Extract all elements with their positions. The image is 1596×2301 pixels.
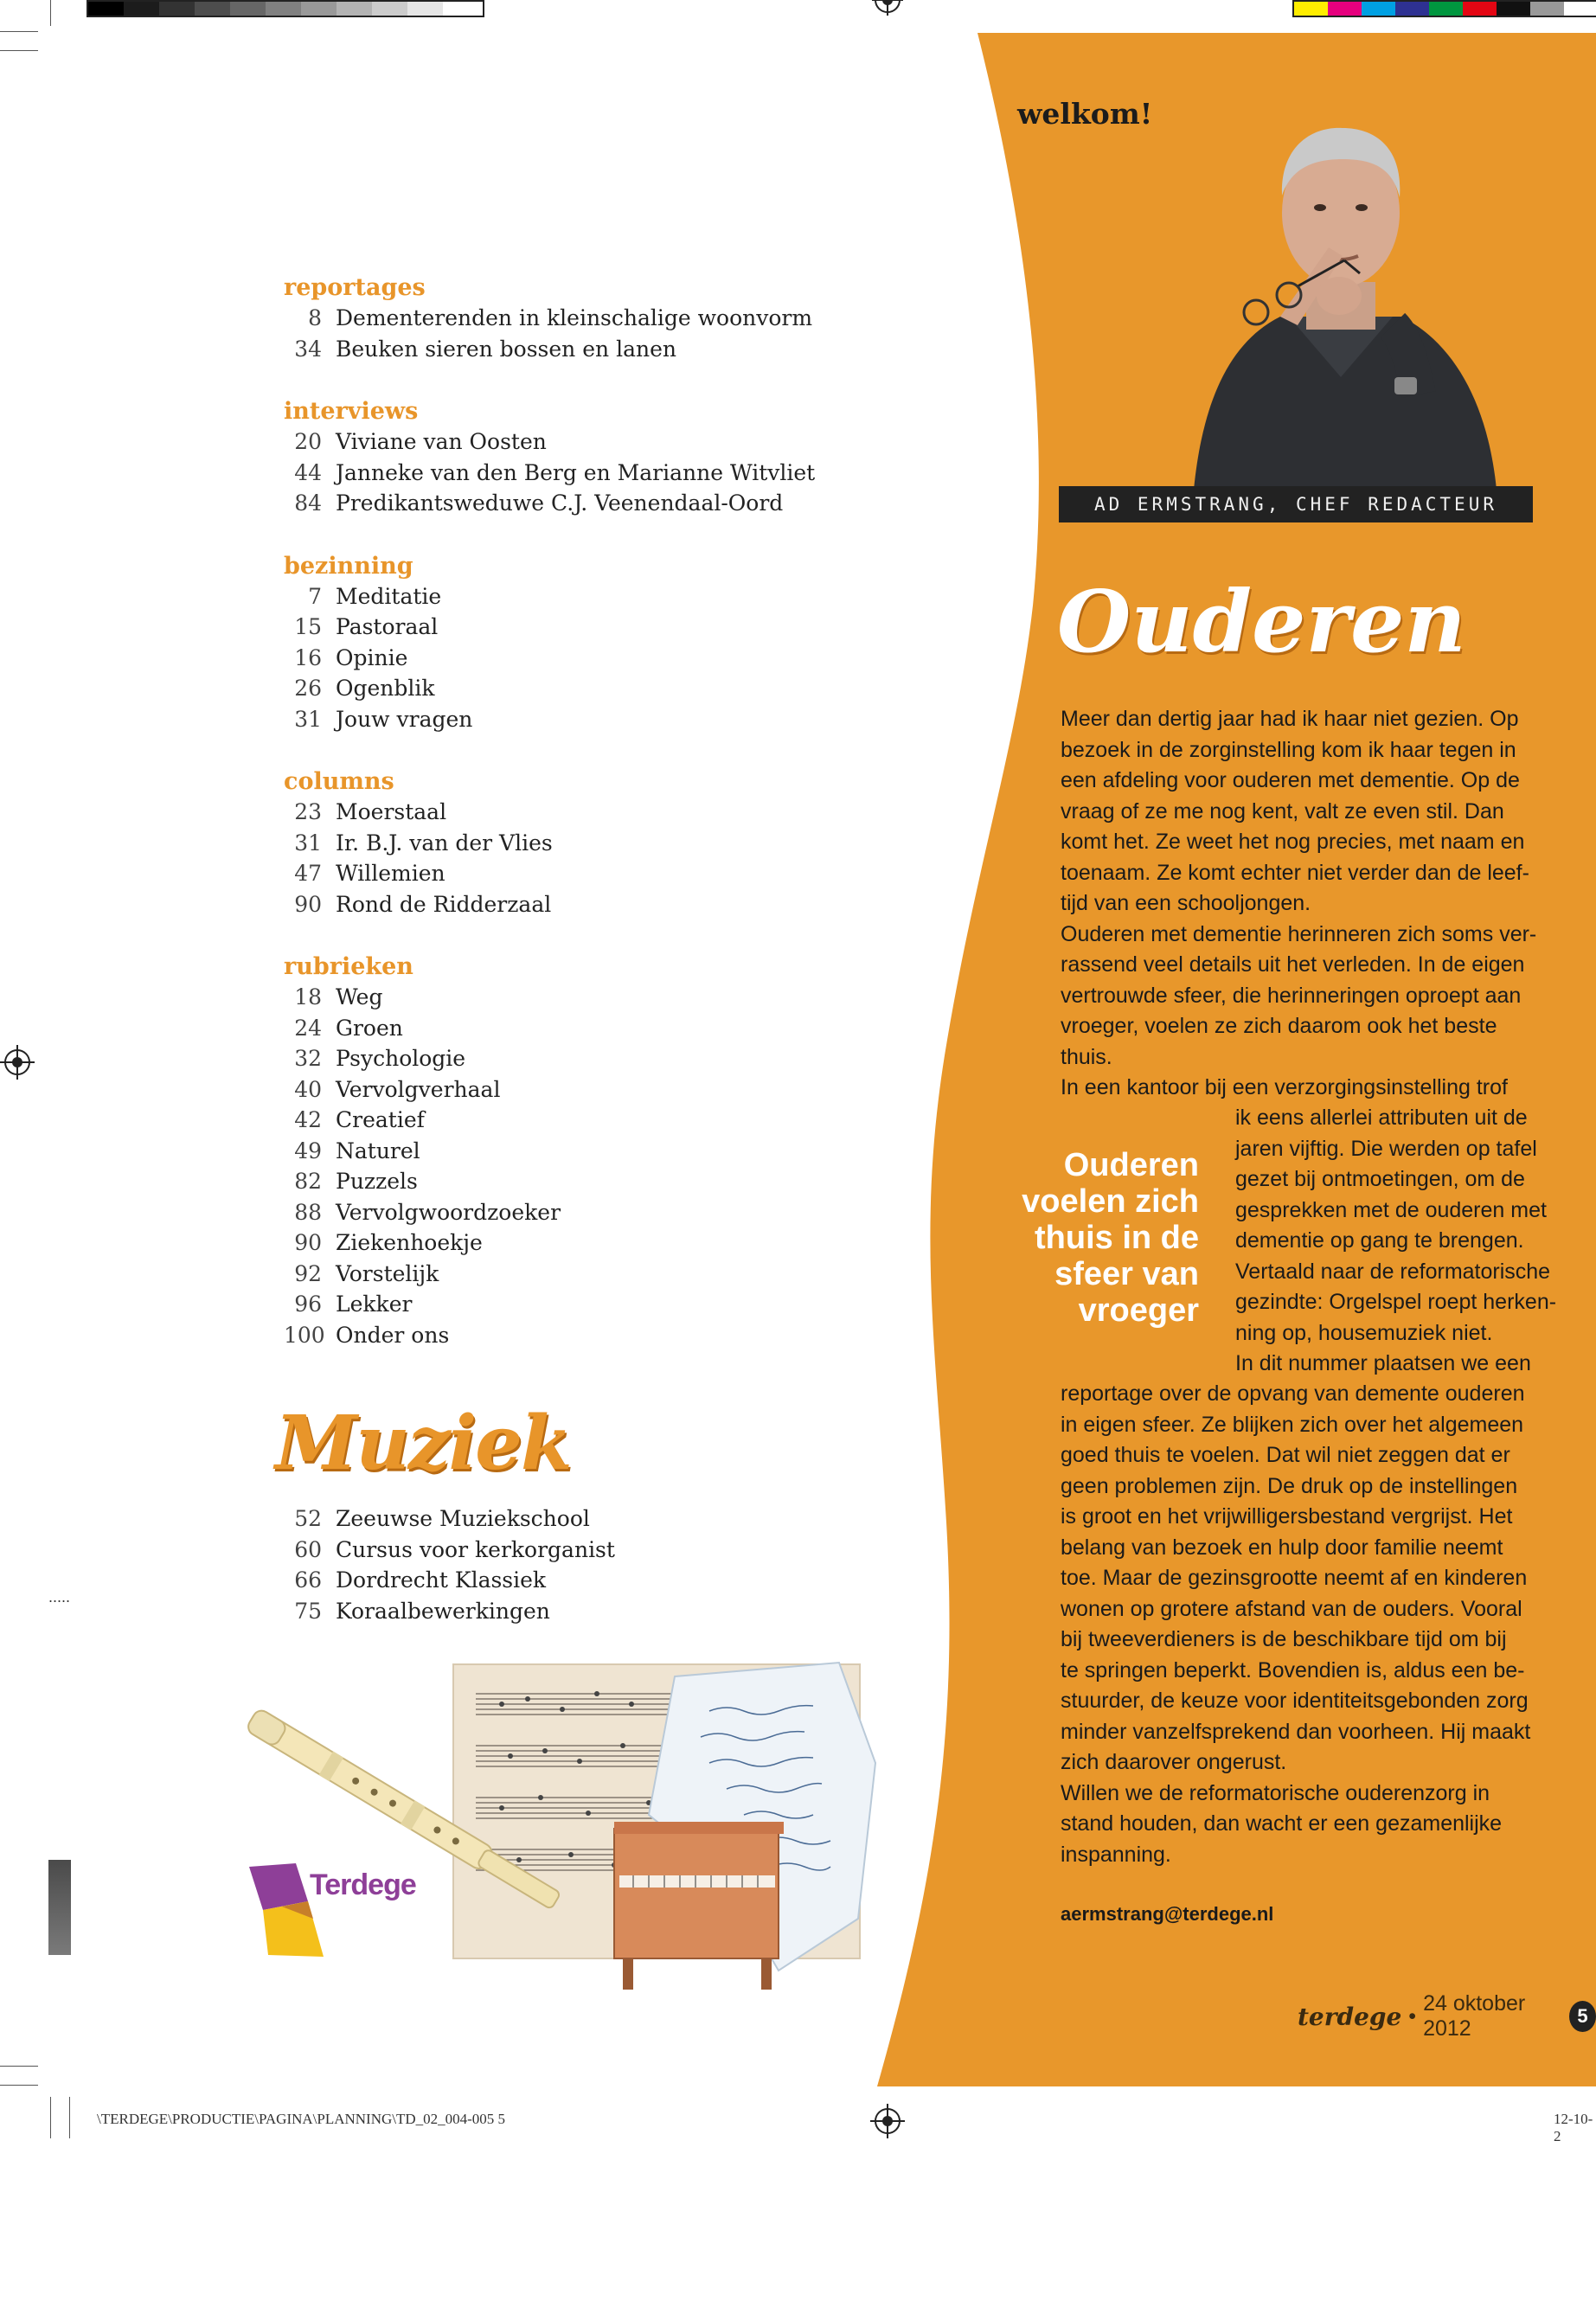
toc-title: Moerstaal	[336, 799, 447, 824]
toc-row[interactable]	[284, 828, 941, 859]
toc-page-number: 18	[294, 984, 322, 1009]
toc-section-rubrieken	[284, 952, 941, 1350]
toc-row[interactable]	[284, 1013, 941, 1044]
toc-title: Rond de Ridderzaal	[336, 891, 552, 917]
toc-page-number: 60	[294, 1536, 322, 1562]
footer-separator: •	[1408, 2003, 1417, 2029]
editorial-line: stand houden, dan wacht er een gezamenlijke	[1061, 1811, 1503, 1836]
toc-section-bezinning	[284, 552, 941, 735]
editorial-line: tijd van een schooljongen.	[1061, 891, 1311, 915]
editorial-line: inspanning.	[1061, 1842, 1171, 1867]
toc-heading: reportages	[284, 274, 426, 301]
toc-title: Vervolgverhaal	[336, 1076, 501, 1102]
toc-page-number: 31	[294, 706, 322, 732]
editor-photo	[1159, 118, 1522, 490]
toc-row[interactable]	[284, 581, 941, 612]
editorial-line: is groot en het vrijwilligersbestand vergrijst. Het	[1061, 1504, 1513, 1529]
toc-heading: bezinning	[284, 552, 413, 580]
editorial-title: Ouderen	[1057, 573, 1466, 672]
editorial-line: te springen beperkt. Bovendien is, aldus een be-	[1061, 1657, 1525, 1682]
editorial-line: Vertaald naar de reformatorische	[1235, 1259, 1551, 1284]
pull-quote-line: Ouderen	[1063, 1147, 1199, 1183]
pull-quote-line: vroeger	[1078, 1292, 1199, 1329]
editorial-line: Willen we de reformatorische ouderenzorg in	[1061, 1780, 1490, 1805]
toc-title: Koraalbewerkingen	[336, 1598, 550, 1624]
toc-section-interviews	[284, 397, 941, 519]
toc-page-number: 90	[294, 1230, 322, 1255]
toc-page-number: 66	[294, 1567, 322, 1593]
toc-title: Vervolgwoordzoeker	[336, 1199, 561, 1225]
editorial-line: In een kantoor bij een verzorgingsinstelling trof	[1061, 1075, 1508, 1099]
editorial-line: komt het. Ze weet het nog precies, met naam en	[1061, 830, 1525, 854]
toc-title: Meditatie	[336, 583, 442, 609]
toc-title: Ogenblik	[336, 676, 435, 701]
muziek-title: Muziek	[275, 1400, 571, 1487]
toc-row[interactable]	[284, 1074, 941, 1106]
pull-quote-line: sfeer van	[1054, 1256, 1199, 1292]
toc-row[interactable]	[284, 1289, 941, 1320]
toc-row[interactable]	[284, 303, 941, 334]
page-footer	[1298, 1991, 1596, 2041]
toc-row[interactable]	[284, 458, 941, 489]
toc-title: Zeeuwse Muziekschool	[336, 1506, 590, 1531]
editorial-line: toenaam. Ze komt echter niet verder dan de leef-	[1061, 860, 1529, 885]
toc-page-number: 47	[294, 861, 322, 886]
editorial-line: rassend veel details uit het verleden. In de eigen	[1061, 952, 1525, 977]
editorial-line: zich daarover ongerust.	[1061, 1750, 1287, 1774]
toc-row[interactable]	[284, 1535, 615, 1566]
editorial-line: In dit nummer plaatsen we een	[1235, 1351, 1531, 1375]
pull-quote-line: thuis in de	[1035, 1220, 1199, 1256]
toc-page-number: 88	[294, 1199, 322, 1225]
toc-row[interactable]	[284, 1596, 615, 1627]
editorial-line: vraag of ze me nog kent, valt ze even stil. Dan	[1061, 798, 1504, 824]
toc-title: Jouw vragen	[336, 706, 473, 732]
editorial-body-bottom	[1061, 1379, 1530, 1870]
toc-heading: columns	[284, 768, 394, 795]
toc-title: Ir. B.J. van der Vlies	[336, 830, 553, 856]
editorial-line: jaren vijftig. Die werden op tafel	[1235, 1136, 1537, 1161]
toc-title: Groen	[336, 1015, 403, 1041]
toc-row[interactable]	[284, 704, 941, 735]
toc-row[interactable]	[284, 488, 941, 519]
editorial-line: bij tweeverdieners is de beschikbare tijd om bij	[1061, 1627, 1507, 1651]
toc-title: Cursus voor kerkorganist	[336, 1536, 615, 1562]
printer-slug-right: 12-10-2	[1554, 2111, 1593, 2144]
toc-title: Willemien	[336, 861, 445, 886]
toc-row[interactable]	[284, 673, 941, 704]
toc-title: Viviane van Oosten	[336, 429, 547, 454]
toc-page-number: 40	[294, 1076, 322, 1102]
toc-page-number: 34	[294, 336, 322, 362]
editorial-line: vertrouwde sfeer, die herinneringen oproept aan	[1061, 983, 1522, 1008]
toc-section-columns	[284, 767, 941, 920]
toc-row[interactable]	[284, 426, 941, 458]
toc-page-number: 44	[294, 459, 322, 485]
toc-page-number: 84	[294, 490, 322, 516]
editorial-line: reportage over de opvang van demente ouderen	[1061, 1381, 1525, 1406]
editorial-line: wonen op grotere afstand van de ouders. Vooral	[1061, 1596, 1522, 1621]
toc-row[interactable]	[284, 643, 941, 674]
page-number: 5	[1569, 2001, 1596, 2032]
editorial-line: gezindte: Orgelspel roept herken-	[1235, 1290, 1557, 1314]
toc-page-number: 7	[308, 583, 322, 609]
toc-title: Vorstelijk	[336, 1260, 439, 1286]
toc-page-number: 100	[284, 1322, 325, 1348]
editorial-line: Ouderen met dementie herinneren zich soms ver-	[1061, 921, 1537, 946]
toc-row[interactable]	[284, 334, 941, 365]
toc-page-number: 26	[294, 676, 322, 701]
toc-title: Opinie	[336, 644, 408, 670]
toc-section-reportages	[284, 273, 941, 364]
table-of-contents	[284, 273, 941, 1383]
toc-row[interactable]	[284, 1197, 941, 1228]
toc-title: Beuken sieren bossen en lanen	[336, 336, 676, 362]
toc-title: Onder ons	[336, 1322, 450, 1348]
editorial-line: gezet bij ontmoetingen, om de	[1235, 1167, 1525, 1191]
toc-title: Weg	[336, 984, 383, 1009]
editorial-line: ning op, housemuziek niet.	[1235, 1320, 1493, 1345]
toc-title: Psychologie	[336, 1046, 466, 1071]
toc-row[interactable]	[284, 1565, 615, 1596]
editorial-line: thuis.	[1061, 1044, 1112, 1069]
toc-row[interactable]	[284, 1105, 941, 1136]
toc-title: Dordrecht Klassiek	[336, 1567, 547, 1593]
toc-row[interactable]	[284, 797, 941, 828]
editorial-line: Meer dan dertig jaar had ik haar niet gezien. Op	[1061, 707, 1519, 731]
printer-slug-left: \TERDEGE\PRODUCTIE\PAGINA\PLANNING\TD_02_004-005 5	[97, 2111, 506, 2127]
editorial-line: gesprekken met de ouderen met	[1235, 1197, 1547, 1222]
toc-row[interactable]	[284, 1136, 941, 1167]
toc-row[interactable]	[284, 982, 941, 1013]
toc-page-number: 15	[294, 614, 322, 639]
muziek-list	[284, 1503, 615, 1626]
toc-page-number: 49	[294, 1138, 322, 1163]
toc-title: Janneke van den Berg en Marianne Witvliet	[336, 459, 816, 485]
footer-date: 24 oktober 2012	[1423, 1991, 1526, 2041]
toc-row[interactable]	[284, 1320, 941, 1351]
welkom-label: welkom!	[1017, 97, 1153, 131]
toc-page-number: 52	[294, 1506, 322, 1531]
editorial-line: stuurder, de keuze voor identiteitsgebonden zorg	[1061, 1689, 1529, 1713]
editorial-line: dementie op gang te brengen.	[1235, 1228, 1524, 1253]
toc-page-number: 16	[294, 644, 322, 670]
toc-page-number: 8	[308, 305, 322, 330]
editorial-line: ik eens allerlei attributen uit de	[1235, 1106, 1528, 1130]
toc-title: Pastoraal	[336, 614, 439, 639]
terdege-logo-text: Terdege	[310, 1868, 416, 1901]
photo-caption: AD ERMSTRANG, CHEF REDACTEUR	[1059, 486, 1533, 522]
toc-title: Creatief	[336, 1107, 425, 1132]
toc-row[interactable]	[284, 1259, 941, 1290]
editorial-line: belang van bezoek en hulp door familie neemt	[1061, 1535, 1503, 1560]
editorial-body-top	[1061, 704, 1536, 1104]
toc-title: Naturel	[336, 1138, 420, 1163]
toc-row[interactable]	[284, 889, 941, 920]
toc-heading: interviews	[284, 398, 419, 425]
toc-row[interactable]	[284, 1043, 941, 1074]
pull-quote-line: voelen zich	[1022, 1183, 1199, 1220]
toc-title: Lekker	[336, 1292, 413, 1317]
toc-page-number: 75	[294, 1598, 322, 1624]
editorial-line: bezoek in de zorginstelling kom ik haar tegen in	[1061, 737, 1516, 762]
toc-row[interactable]	[284, 1227, 941, 1259]
toc-page-number: 24	[294, 1015, 322, 1041]
toc-row[interactable]	[284, 612, 941, 643]
toc-title: Ziekenhoekje	[336, 1230, 483, 1255]
toc-title: Predikantsweduwe C.J. Veenendaal-Oord	[336, 490, 784, 516]
toc-title: Dementerenden in kleinschalige woonvorm	[336, 305, 813, 330]
margin-dots: .....	[48, 1588, 71, 1606]
editorial-line: toe. Maar de gezinsgrootte neemt af en kinderen	[1061, 1566, 1528, 1590]
toc-row[interactable]	[284, 1166, 941, 1197]
toc-row[interactable]	[284, 1503, 615, 1535]
editorial-line: vroeger, voelen ze zich daarom ook het beste	[1061, 1014, 1497, 1038]
editorial-line: in eigen sfeer. Ze blijken zich over het algemeen	[1061, 1412, 1524, 1437]
editorial-line: een afdeling voor ouderen met dementie. Op de	[1061, 768, 1520, 792]
toc-title: Puzzels	[336, 1169, 418, 1194]
toc-heading: rubrieken	[284, 953, 413, 980]
toc-page-number: 96	[294, 1292, 322, 1317]
toc-page-number: 82	[294, 1169, 322, 1194]
toc-page-number: 42	[294, 1107, 322, 1132]
toc-page-number: 23	[294, 799, 322, 824]
toc-row[interactable]	[284, 858, 941, 889]
editorial-line: minder vanzelfsprekend dan voorheen. Hij maakt	[1061, 1719, 1531, 1744]
toc-page-number: 32	[294, 1046, 322, 1071]
toc-page-number: 20	[294, 429, 322, 454]
pull-quote	[995, 1147, 1199, 1329]
editorial-line: geen problemen zijn. De druk op de instellingen	[1061, 1473, 1518, 1498]
editor-email-link[interactable]: aermstrang@terdege.nl	[1061, 1903, 1274, 1925]
toc-page-number: 92	[294, 1260, 322, 1286]
toc-page-number: 31	[294, 830, 322, 856]
toc-page-number: 90	[294, 891, 322, 917]
editorial-body-mid	[1235, 1103, 1556, 1380]
editorial-line: goed thuis te voelen. Dat wil niet zeggen dat er	[1061, 1443, 1510, 1467]
footer-brand: terdege	[1298, 2002, 1402, 2031]
